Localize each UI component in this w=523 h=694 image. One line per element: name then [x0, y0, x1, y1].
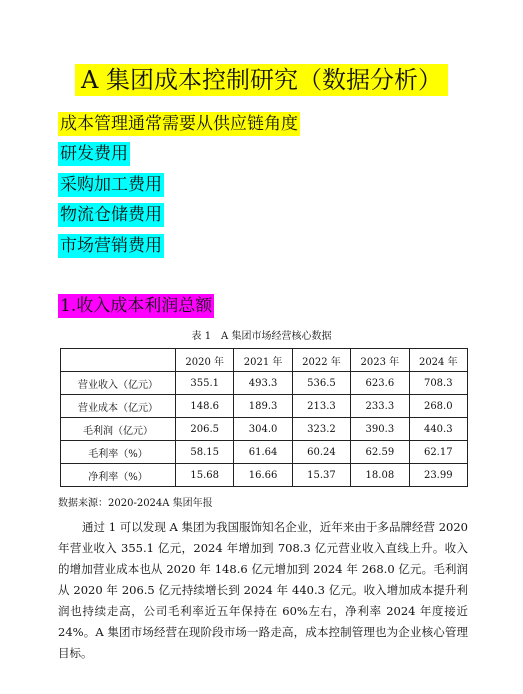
table-cell: 623.6	[351, 372, 409, 395]
table-cell: 189.3	[234, 395, 292, 418]
table-cell: 营业收入（亿元）	[61, 372, 176, 395]
table-cell: 206.5	[176, 418, 234, 441]
table-cell: 355.1	[176, 372, 234, 395]
table-cell: 62.17	[409, 441, 467, 464]
core-data-table	[60, 348, 468, 487]
table-cell: 61.64	[234, 441, 292, 464]
analysis-paragraph-text: 通过 1 可以发现 A 集团为我国服饰知名企业，近年来由于多品牌经营 2020 年营业收入 355.1 亿元，2024 年增加到 708.3 亿元营业收入直线上升。收入的增加营业成本也从 2020 年 148.6 亿元增加到 2024 年 268.0 亿元。毛利润从 2020 年 206.5 亿元持续增长到 2024 年 440.3 亿元。收入增加成本提升利润也持续走高，公司毛利率近五年保持在 60%左右，净利率 2024 年度接近 24%。A 集团市场经营在现阶段市场一路走高，成本控制管理也为企业核心管理目标。	[58, 520, 468, 660]
highlight-marketing-cost: 市场营销费用	[60, 236, 162, 256]
table-cell: 18.08	[351, 464, 409, 487]
table-cell: 268.0	[409, 395, 467, 418]
table-cell: 营业成本（亿元）	[61, 395, 176, 418]
table-cell: 440.3	[409, 418, 467, 441]
table-cell: 536.5	[292, 372, 350, 395]
table-header-cell: 2023 年	[351, 349, 409, 372]
table-row	[61, 372, 468, 395]
table-cell: 708.3	[409, 372, 467, 395]
document-title: A 集团成本控制研究（数据分析）	[75, 64, 448, 96]
highlight-procurement-cost: 采购加工费用	[60, 175, 162, 195]
table-cell: 23.99	[409, 464, 467, 487]
table-header-cell: 2024 年	[409, 349, 467, 372]
table-cell: 58.15	[176, 441, 234, 464]
highlight-supply-chain: 成本管理通常需要从供应链角度	[60, 114, 298, 134]
table-cell: 233.3	[351, 395, 409, 418]
table-cell: 148.6	[176, 395, 234, 418]
table-cell: 毛利润（亿元）	[61, 418, 176, 441]
table-cell: 净利率（%）	[61, 464, 176, 487]
table-row	[61, 418, 468, 441]
table-cell: 62.59	[351, 441, 409, 464]
table-cell: 15.68	[176, 464, 234, 487]
table-cell: 304.0	[234, 418, 292, 441]
table-row	[61, 464, 468, 487]
data-source-note: 数据来源：2020-2024A 集团年报	[58, 498, 213, 509]
table-header-cell: 2020 年	[176, 349, 234, 372]
table-header-cell: 2022 年	[292, 349, 350, 372]
table-cell: 15.37	[292, 464, 350, 487]
table-cell: 213.3	[292, 395, 350, 418]
table-cell: 390.3	[351, 418, 409, 441]
highlight-rd-cost: 研发费用	[60, 144, 128, 164]
table-cell: 16.66	[234, 464, 292, 487]
table-cell: 60.24	[292, 441, 350, 464]
table-header-cell: 2021 年	[234, 349, 292, 372]
table-cell: 493.3	[234, 372, 292, 395]
highlight-logistics-cost: 物流仓储费用	[60, 205, 162, 225]
analysis-paragraph	[58, 517, 468, 664]
section-heading: 1.收入成本利润总额	[60, 296, 213, 316]
table-header-cell	[61, 349, 176, 372]
table-cell: 毛利率（%）	[61, 441, 176, 464]
table-caption: 表 1 A 集团市场经营核心数据	[191, 331, 332, 342]
title-container	[0, 64, 523, 96]
table-row	[61, 395, 468, 418]
table-row	[61, 441, 468, 464]
table-header-row	[61, 349, 468, 372]
table-cell: 323.2	[292, 418, 350, 441]
